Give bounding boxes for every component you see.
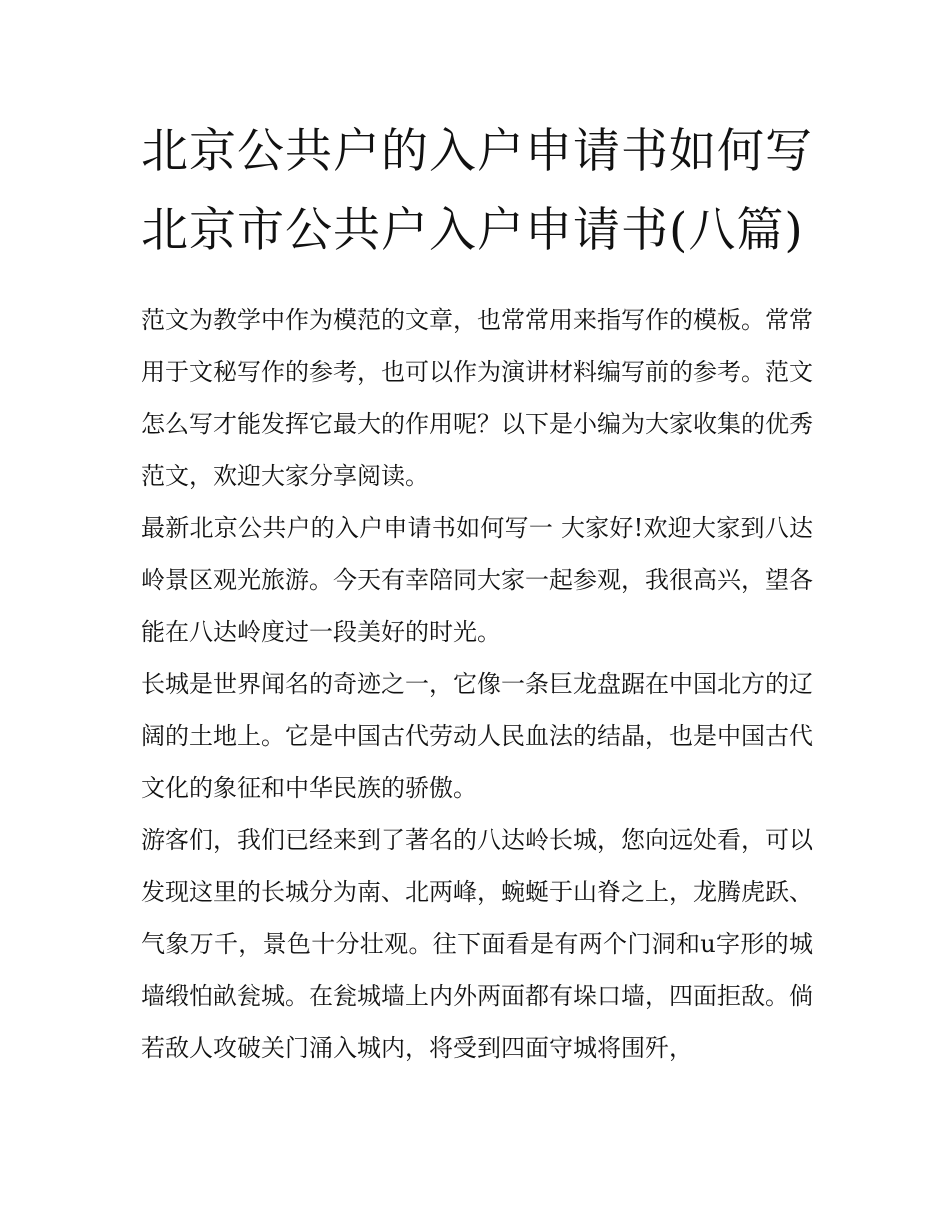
paragraph: 最新北京公共户的入户申请书如何写一 大家好!欢迎大家到八达岭景区观光旅游。今天有幸陪同大家一起参观，我很高兴，望各能在八达岭度过一段美好的时光。	[141, 514, 813, 646]
document-page	[141, 112, 813, 1074]
paragraph: 长城是世界闻名的奇迹之一，它像一条巨龙盘踞在中国北方的辽阔的土地上。它是中国古代劳动人民血法的结晶，也是中国古代文化的象征和中华民族的骄傲。	[141, 670, 813, 802]
paragraph: 范文为教学中作为模范的文章，也常常用来指写作的模板。常常用于文秘写作的参考，也可以作为演讲材料编写前的参考。范文怎么写才能发挥它最大的作用呢？以下是小编为大家收集的优秀范文，欢迎大家分享阅读。	[141, 306, 813, 490]
document-body	[141, 294, 813, 1074]
document-title: 北京公共户的入户申请书如何写 北京市公共户入户申请书(八篇)	[141, 124, 813, 258]
paragraph: 游客们，我们已经来到了著名的八达岭长城，您向远处看，可以发现这里的长城分为南、北两峰，蜿蜒于山脊之上，龙腾虎跃、气象万千，景色十分壮观。往下面看是有两个门洞和u字形的城墙缎怕畝瓮城。在瓮城墙上内外两面都有垛口墙，四面拒敌。倘若敌人攻破关门涌入城内，将受到四面守城将围歼，	[141, 826, 813, 1062]
